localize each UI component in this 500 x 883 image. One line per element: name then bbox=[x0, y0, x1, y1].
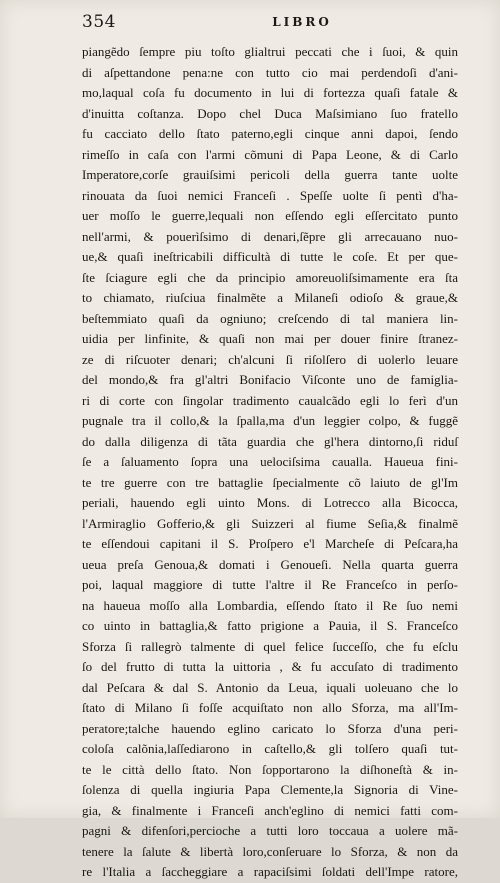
text-line: pagni & difenſori,percioche a tutti loro toccaua a uolere mã- bbox=[82, 823, 458, 838]
text-line: periali, hauendo egli uinto Mons. di Lotrecco alla Bicocca, bbox=[82, 495, 458, 510]
text-line: dal Peſcara & dal S. Antonio da Leua, iquali uoleuano che lo bbox=[82, 679, 458, 695]
text-line: nell'armi, & pouerìſsimo di denari,ſẽpre gli arrecauano nuo- bbox=[82, 228, 458, 244]
text-line: ue,& quaſi ineſtricabili difficultà di tutte le coſe. Et per que- bbox=[82, 249, 458, 264]
text-line: beſtemmiato quaſi da ogniuno; creſcendo di tal maniera lin- bbox=[82, 310, 458, 326]
running-head: LIBRO bbox=[272, 15, 332, 29]
text-line: ueua preſa Genoua,& domati i Genoueſi. Nella quarta guerra bbox=[82, 556, 458, 572]
text-line: pugnale tra il collo,& la ſpalla,ma d'un leggier colpo, & fuggẽ bbox=[82, 413, 458, 428]
text-line: d'inuitta coſtanza. Dopo chel Duca Maſsimiano ſuo fratello bbox=[82, 105, 458, 121]
text-line: Sforza ſi rallegrò talmente di quel felice ſucceſſo, che fu eſclu bbox=[82, 638, 458, 654]
text-line: poi, laqual maggiore di tutte l'altre il Re Franceſco in perſo- bbox=[82, 577, 458, 592]
text-line: ſe a ſaluamento ſopra una uelociſsima caualla. Haueua fini- bbox=[82, 454, 458, 469]
text-line: ſo del frutto di tutta la uittoria , & fu accuſato di tradimento bbox=[82, 659, 458, 674]
text-line: Imperatore,corſe grauiſsimi pericoli della guerra tante uolte bbox=[82, 167, 458, 182]
text-line: to chiamato, riuſciua finalmẽte a Milaneſi odioſo & graue,& bbox=[82, 290, 458, 305]
text-line: di aſpettandone pena:ne con tutto cio mai perdendoſi d'ani- bbox=[82, 64, 458, 80]
text-line: co uinto in battaglia,& fatto prigione a Pauia, il S. Franceſco bbox=[82, 618, 458, 633]
text-line: del mondo,& fra gl'altri Bonifacio Viſconte uno de famiglia- bbox=[82, 372, 458, 387]
text-line: te tre guerre con tre battaglie ſpecialmente cõ laiuto de gl'Im bbox=[82, 474, 458, 490]
text-line: ſtato di Milano ſi foſſe acquiſtato non allo Sforza, ma all'Im- bbox=[82, 700, 458, 715]
page-header bbox=[82, 8, 458, 38]
text-line: fu cacciato dello ſtato paterno,egli cinque anni dapoi, ſendo bbox=[82, 126, 458, 141]
text-line: ze di riſcuoter denari; ch'alcuni ſi riſolſero di uolerlo leuare bbox=[82, 351, 458, 367]
text-line: ſolenza di quella ingiuria Papa Clemente,la Signoria di Vine- bbox=[82, 782, 458, 797]
text-line: gia, & finalmente i Franceſi anch'eglino di nemici fatti com- bbox=[82, 802, 458, 818]
text-line: ſte ſciagure egli che da principio amoreuoliſsimamente era ſta bbox=[82, 269, 458, 285]
text-line: ri di corte con ſingolar tradimento caualcãdo egli lo ferì d'un bbox=[82, 392, 458, 408]
text-line: re l'Italia a ſaccheggiare a rapaciſsimi ſoldati dell'Impe ratore, bbox=[82, 864, 458, 879]
text-line: uer moſſo le guerre,lequali non eſſendo egli eſſercitato punto bbox=[82, 208, 458, 223]
text-line: l'Armiraglio Gofferio,& gli Suizzeri al fiume Seſia,& finalmẽ bbox=[82, 515, 458, 531]
text-line: te eſſendoui capitani il S. Proſpero e'l Marcheſe di Peſcara,ha bbox=[82, 536, 458, 551]
text-line: tenere la ſalute & libertà loro,conſeruare lo Sforza, & non da bbox=[82, 843, 458, 859]
text-line: mo,laqual coſa fu documento in lui di fortezza quaſi fatale & bbox=[82, 85, 458, 100]
text-line: rimeſſo in caſa con l'armi cõmuni di Papa Leone, & di Carlo bbox=[82, 146, 458, 162]
page-number: 354 bbox=[82, 12, 116, 32]
text-line: do dalla diligenza di tãta guardia che gl'hera dintorno,ſi riduſ bbox=[82, 433, 458, 449]
text-line: piangẽdo ſempre piu toſto glialtrui peccati che i ſuoi, & quin bbox=[82, 44, 458, 59]
body-text bbox=[82, 42, 458, 883]
text-line: rinouata da ſuoi nemici Franceſi . Speſſe uolte ſi pentì d'ha- bbox=[82, 187, 458, 203]
text-line: na haueua moſſo alla Lombardia, eſſendo ſtato il Re ſuo nemi bbox=[82, 597, 458, 613]
text-line: coloſa calõnia,laſſediarono in caſtello,& gli tolſero quaſi tut- bbox=[82, 741, 458, 756]
text-line: uidia per linfinite, & quaſi non mai per douer finire ſtranez- bbox=[82, 331, 458, 346]
text-line: te le città dello ſtato. Non ſopportarono la diſhoneſtà & in- bbox=[82, 761, 458, 777]
text-line: peratore;talche hauendo eglino caricato lo Sforza d'una peri- bbox=[82, 720, 458, 736]
